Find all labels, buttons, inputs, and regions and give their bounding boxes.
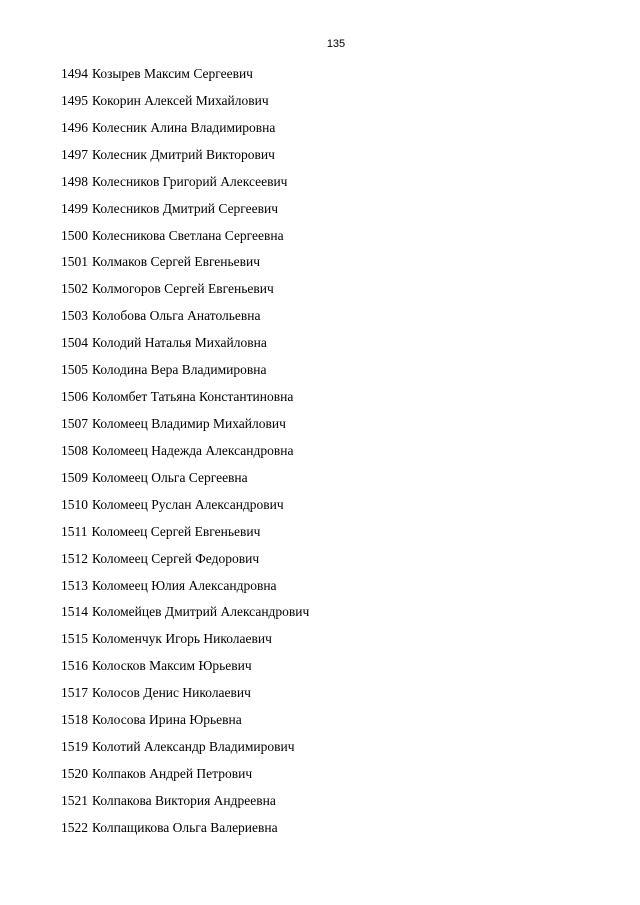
entry-number: 1518 bbox=[61, 712, 88, 728]
entry-name: Колесник Дмитрий Викторович bbox=[92, 146, 275, 162]
list-item bbox=[61, 441, 309, 468]
entry-name: Колодий Наталья Михайловна bbox=[92, 335, 267, 351]
entry-name: Колодина Вера Владимировна bbox=[92, 362, 267, 378]
entry-name: Коломеец Юлия Александровна bbox=[92, 577, 277, 593]
list-item bbox=[61, 468, 309, 495]
list-item bbox=[61, 764, 309, 791]
entry-number: 1494 bbox=[61, 66, 88, 81]
list-item bbox=[61, 333, 309, 360]
entry-number: 1517 bbox=[61, 685, 88, 701]
list-item bbox=[61, 226, 309, 253]
list-item bbox=[61, 414, 309, 441]
entry-name: Колесникова Светлана Сергеевна bbox=[92, 227, 284, 243]
entry-number: 1497 bbox=[61, 146, 88, 162]
list-item bbox=[61, 683, 309, 710]
list-item bbox=[61, 64, 309, 91]
list-item bbox=[61, 279, 309, 306]
entry-name: Кокорин Алексей Михайлович bbox=[92, 92, 269, 108]
entry-name: Коломеец Сергей Федорович bbox=[92, 550, 260, 566]
entry-number: 1509 bbox=[61, 469, 88, 485]
entry-name: Коломеец Сергей Евгеньевич bbox=[91, 523, 261, 539]
list-item bbox=[61, 737, 309, 764]
entry-name: Коломенчук Игорь Николаевич bbox=[92, 631, 272, 647]
entry-name: Колпащикова Ольга Валериевна bbox=[92, 819, 278, 835]
entry-number: 1504 bbox=[61, 335, 88, 351]
entry-name: Коломеец Ольга Сергеевна bbox=[92, 469, 248, 485]
entry-number: 1506 bbox=[61, 389, 88, 405]
entry-number: 1513 bbox=[61, 577, 88, 593]
entry-name: Колесников Дмитрий Сергеевич bbox=[92, 200, 279, 216]
list-item bbox=[61, 549, 309, 576]
list-item bbox=[61, 576, 309, 603]
entry-name: Колотий Александр Владимирович bbox=[92, 739, 295, 755]
entry-name: Коломеец Владимир Михайлович bbox=[92, 415, 286, 431]
list-item bbox=[61, 360, 309, 387]
entry-name: Колосова Ирина Юрьевна bbox=[92, 712, 242, 728]
list-item bbox=[61, 495, 309, 522]
entry-number: 1498 bbox=[61, 173, 88, 189]
list-item bbox=[61, 818, 309, 845]
entry-number: 1507 bbox=[61, 415, 88, 431]
list-item bbox=[61, 145, 309, 172]
list-item bbox=[61, 629, 309, 656]
list-item bbox=[61, 252, 309, 279]
page-number: 135 bbox=[326, 38, 346, 50]
entry-number: 1516 bbox=[61, 658, 88, 674]
entry-number: 1522 bbox=[61, 819, 88, 835]
entry-name: Колосов Денис Николаевич bbox=[92, 685, 251, 701]
entry-name: Колпакова Виктория Андреевна bbox=[92, 792, 276, 808]
entry-number: 1514 bbox=[61, 604, 88, 620]
entry-number: 1496 bbox=[61, 119, 88, 135]
entry-number: 1511 bbox=[61, 523, 88, 539]
entry-name: Коломейцев Дмитрий Александрович bbox=[92, 604, 310, 620]
entry-number: 1503 bbox=[61, 308, 88, 324]
list-item bbox=[61, 791, 309, 818]
entry-number: 1499 bbox=[61, 200, 88, 216]
list-item bbox=[61, 172, 309, 199]
list-item bbox=[61, 306, 309, 333]
list-item bbox=[61, 91, 309, 118]
entry-number: 1521 bbox=[61, 792, 88, 808]
entry-name: Колмогоров Сергей Евгеньевич bbox=[92, 281, 274, 297]
entry-name: Колосков Максим Юрьевич bbox=[92, 658, 252, 674]
list-item bbox=[61, 522, 309, 549]
entry-name: Колесников Григорий Алексеевич bbox=[92, 173, 288, 189]
entry-number: 1500 bbox=[61, 227, 88, 243]
entry-number: 1508 bbox=[61, 442, 88, 458]
entry-number: 1505 bbox=[61, 362, 88, 378]
entry-name: Колпаков Андрей Петрович bbox=[92, 765, 253, 781]
entry-number: 1515 bbox=[61, 631, 88, 647]
entry-name: Колобова Ольга Анатольевна bbox=[92, 308, 261, 324]
name-list bbox=[61, 64, 309, 845]
entry-name: Коломбет Татьяна Константиновна bbox=[92, 389, 294, 405]
entry-name: Коломеец Руслан Александрович bbox=[92, 496, 284, 512]
entry-number: 1520 bbox=[61, 765, 88, 781]
entry-number: 1501 bbox=[61, 254, 88, 270]
entry-number: 1512 bbox=[61, 550, 88, 566]
entry-name: Козырев Максим Сергеевич bbox=[92, 66, 253, 81]
entry-name: Колесник Алина Владимировна bbox=[92, 119, 276, 135]
entry-number: 1510 bbox=[61, 496, 88, 512]
list-item bbox=[61, 199, 309, 226]
list-item bbox=[61, 118, 309, 145]
list-item bbox=[61, 387, 309, 414]
entry-name: Коломеец Надежда Александровна bbox=[92, 442, 294, 458]
entry-name: Колмаков Сергей Евгеньевич bbox=[92, 254, 261, 270]
list-item bbox=[61, 602, 309, 629]
list-item bbox=[61, 710, 309, 737]
entry-number: 1495 bbox=[61, 92, 88, 108]
entry-number: 1502 bbox=[61, 281, 88, 297]
list-item bbox=[61, 656, 309, 683]
entry-number: 1519 bbox=[61, 739, 88, 755]
